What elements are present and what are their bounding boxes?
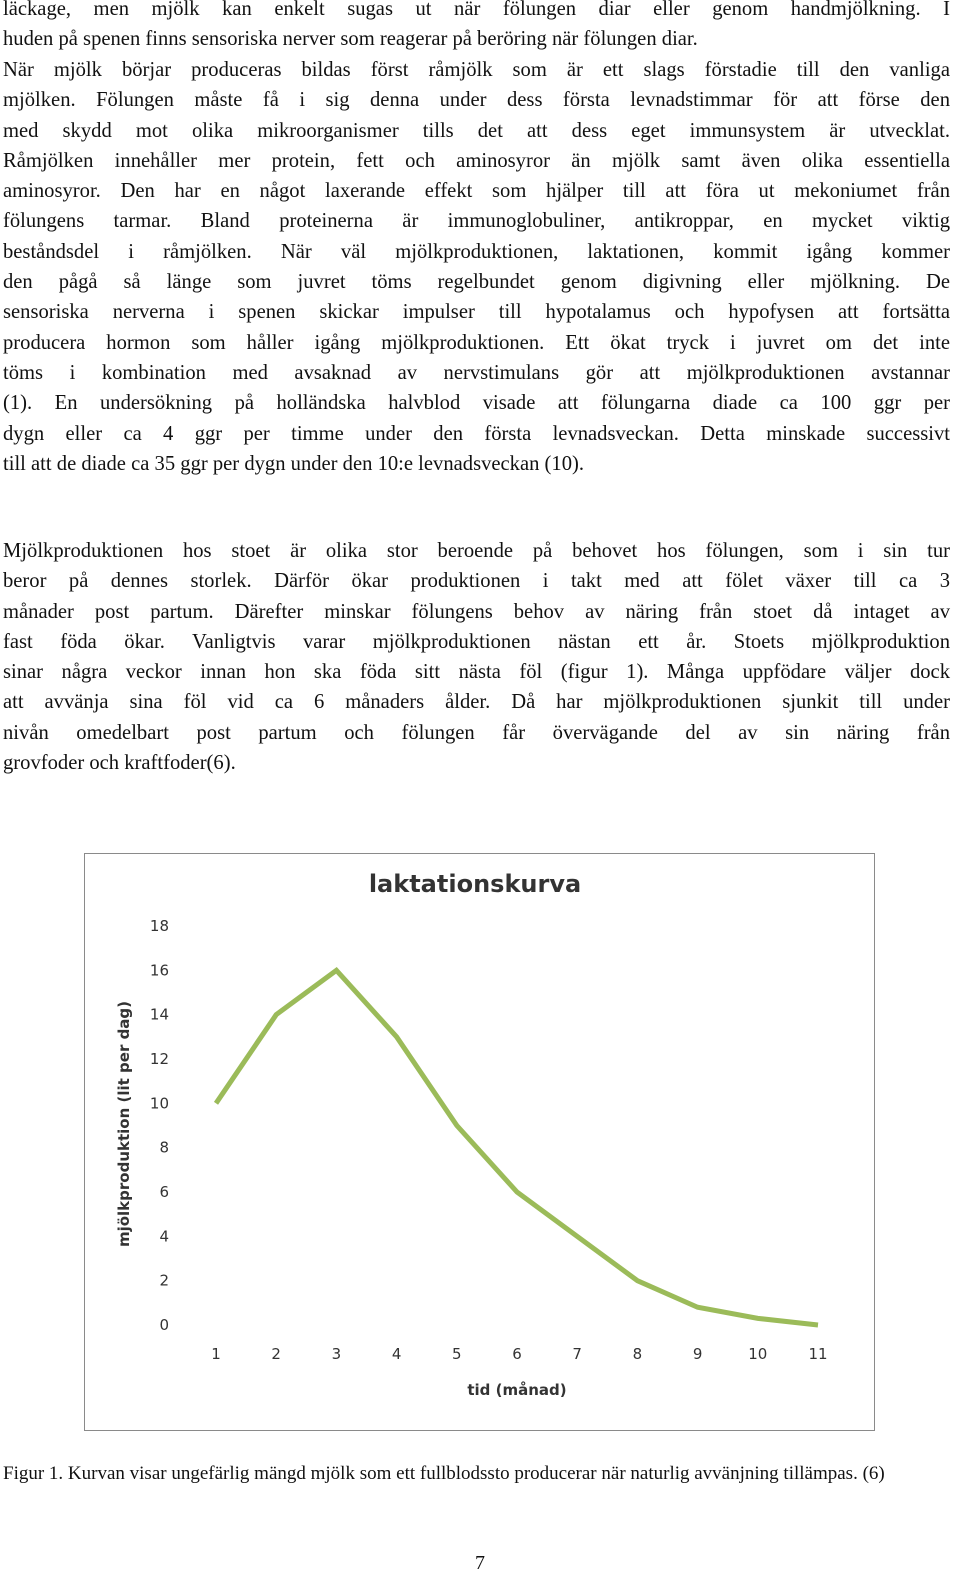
x-tick-label: 4	[391, 1345, 402, 1363]
x-tick-label: 6	[512, 1345, 522, 1363]
text-line: nivån omedelbart post partum och fölungen får övervägande del av sin näring från	[3, 721, 950, 744]
text-line: läckage, men mjölk kan enkelt sugas ut när fölungen diar eller genom handmjölkning. I	[3, 0, 950, 20]
x-axis-label: tid (månad)	[467, 1381, 567, 1399]
text-line: aminosyror. Den har en något laxerande effekt som hjälper till att föra ut mekoniumet från	[3, 180, 950, 203]
text-line: fölungens tarmar. Bland proteinerna är immunoglobuliner, antikroppar, en mycket viktig	[3, 210, 950, 233]
text-line: den pågå så länge som juvret töms regelbundet genom digivning eller mjölkning. De	[3, 271, 950, 294]
x-tick-label: 1	[211, 1345, 221, 1363]
y-tick-label: 14	[149, 1005, 169, 1024]
y-tick-label: 2	[159, 1271, 169, 1290]
text-line: att avvänja sina föl vid ca 6 månaders ålder. Då har mjölkproduktionen sjunkit till under	[3, 691, 950, 714]
lactation-chart	[84, 853, 875, 1431]
text-line: mjölken. Fölungen måste få i sig denna under dess första levnadstimmar för att förse den	[3, 89, 950, 112]
figure-caption: Figur 1. Kurvan visar ungefärlig mängd mjölk som ett fullblodssto producerar när naturlig avvänjning tillämpas. (6)	[3, 1463, 885, 1484]
text-line: huden på spenen finns sensoriska nerver som reagerar på beröring när fölungen diar.	[3, 28, 698, 51]
y-tick-label: 16	[149, 961, 169, 980]
text-line: beståndsdel i råmjölken. När väl mjölkproduktionen, laktationen, kommit igång kommer	[3, 240, 950, 263]
x-tick-label: 11	[808, 1345, 828, 1363]
x-tick-label: 2	[271, 1345, 281, 1363]
text-line: sinar några veckor innan hon ska föda sitt nästa föl (figur 1). Många uppfödare väljer dock	[3, 661, 950, 684]
x-tick-label: 5	[452, 1345, 462, 1363]
x-tick-label: 10	[748, 1345, 768, 1363]
text-line: beror på dennes storlek. Därför ökar produktionen i takt med att fölet växer till ca 3	[3, 570, 950, 593]
x-tick-label: 3	[331, 1345, 342, 1363]
text-line: sensoriska nerverna i spenen skickar impulser till hypotalamus och hypofysen att fortsätta	[3, 301, 950, 324]
x-tick-label: 9	[692, 1345, 703, 1363]
y-tick-label: 12	[149, 1050, 169, 1068]
text-line: fast föda ökar. Vanligtvis varar mjölkproduktionen nästan ett år. Stoets mjölkproduktion	[3, 630, 950, 653]
y-axis-label: mjölkproduktion (lit per dag)	[115, 1000, 133, 1248]
chart-title: laktationskurva	[368, 870, 582, 898]
text-line: Råmjölken innehåller mer protein, fett och aminosyror än mjölk samt även olika essentiella	[3, 149, 950, 172]
paragraph-udder	[3, 0, 950, 55]
y-tick-label: 8	[159, 1138, 169, 1157]
chart-svg	[85, 854, 874, 1430]
y-tick-label: 0	[159, 1316, 169, 1334]
text-line: (1). En undersökning på holländska halvblod visade att fölungarna diade ca 100 ggr per	[3, 392, 950, 415]
text-line: Mjölkproduktionen hos stoet är olika stor beroende på behovet hos fölungen, som i sin tur	[3, 540, 950, 562]
y-tick-label: 6	[159, 1183, 169, 1201]
series-layer	[216, 970, 818, 1325]
y-tick-label: 4	[159, 1227, 169, 1246]
y-tick-label: 10	[149, 1094, 169, 1113]
text-line: grovfoder och kraftfoder(6).	[3, 752, 236, 775]
text-line: med skydd mot olika mikroorganismer tills det att dess eget immunsystem är utvecklat.	[3, 119, 950, 142]
y-tick-label: 18	[149, 917, 169, 935]
y-tick-labels	[150, 917, 169, 1334]
series-line	[216, 970, 818, 1325]
x-tick-labels	[211, 1345, 827, 1363]
paragraph-milk-production	[3, 536, 950, 778]
x-tick-label: 7	[572, 1345, 582, 1363]
text-line: dygn eller ca 4 ggr per timme under den första levnadsveckan. Detta minskade successivt	[3, 422, 950, 445]
text-line: månader post partum. Därefter minskar fölungens behov av näring från stoet då intaget av	[3, 600, 950, 623]
page-number: 7	[475, 1552, 485, 1574]
paragraph-colostrum	[3, 55, 950, 479]
text-line: töms i kombination med avsaknad av nervstimulans gör att mjölkproduktionen avstannar	[3, 361, 950, 384]
text-line: producera hormon som håller igång mjölkproduktionen. Ett ökat tryck i juvret om det inte	[3, 331, 950, 354]
x-tick-label: 8	[632, 1345, 643, 1363]
text-line: till att de diade ca 35 ggr per dygn under den 10:e levnadsveckan (10).	[3, 452, 584, 475]
text-line: När mjölk börjar produceras bildas först råmjölk som är ett slags förstadie till den vanliga	[3, 59, 950, 81]
